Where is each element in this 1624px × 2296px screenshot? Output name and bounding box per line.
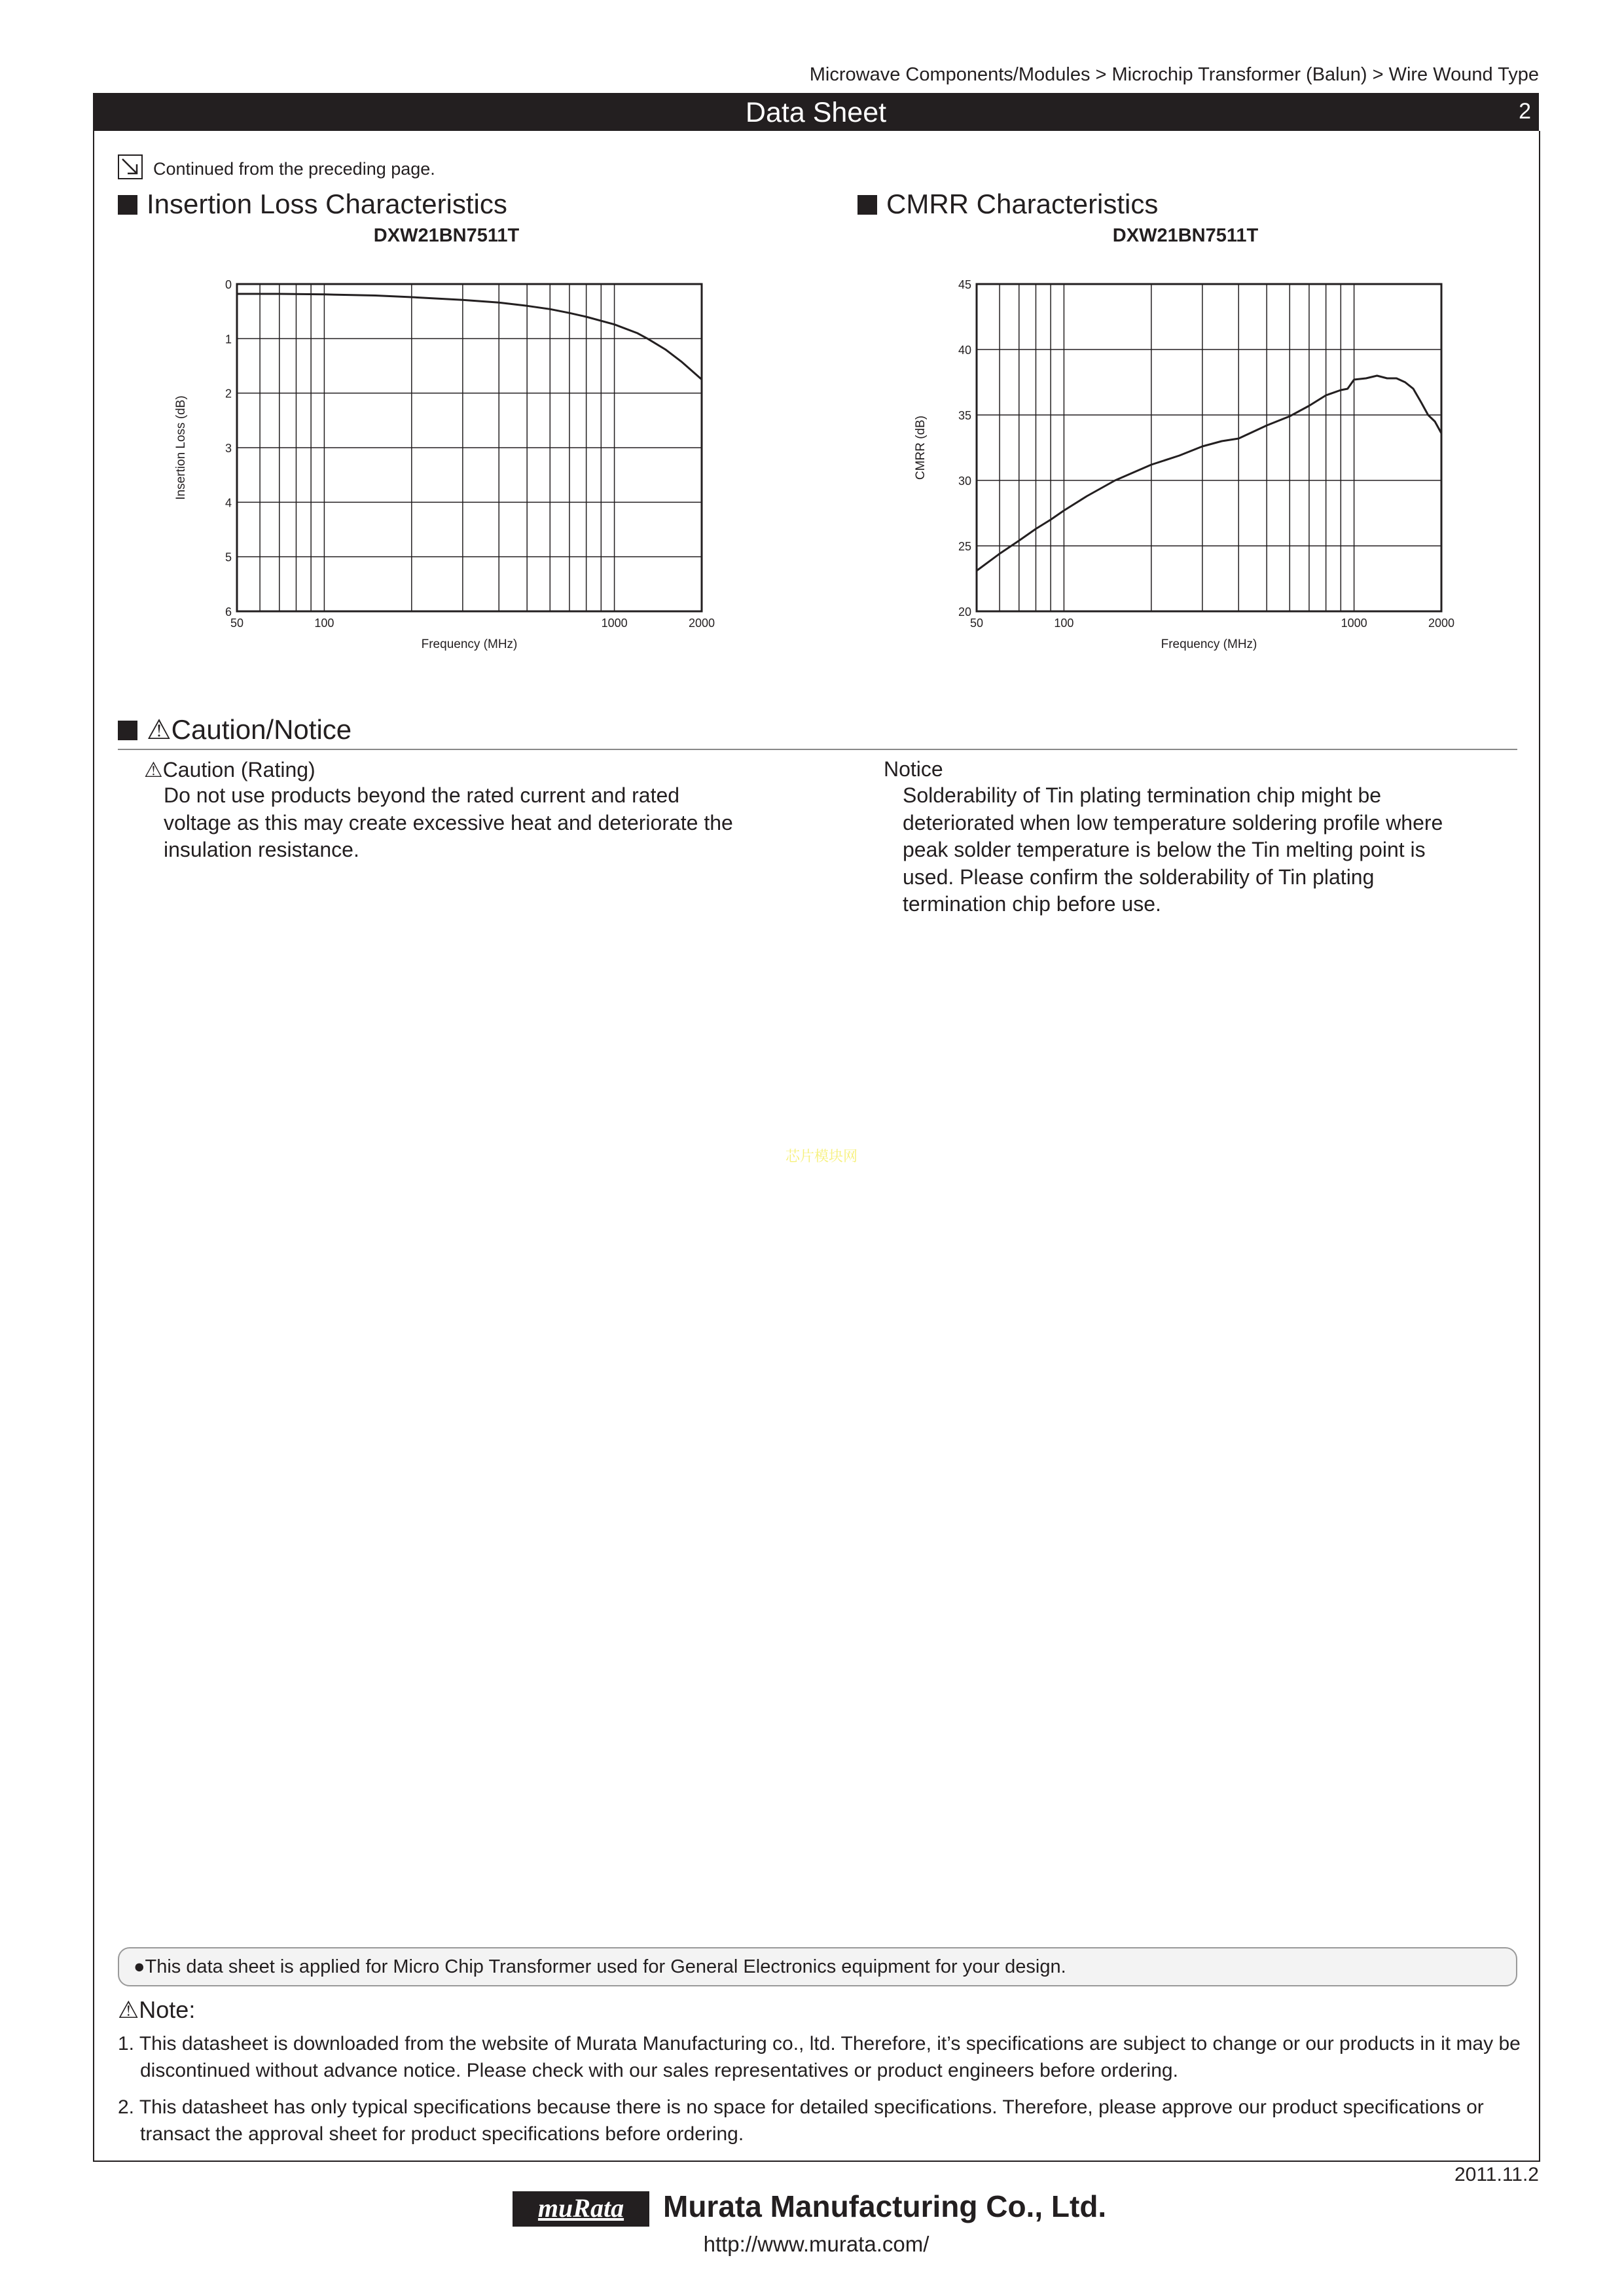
y-tick-label: 45 [958, 278, 971, 291]
notice-heading: Notice [884, 757, 943, 781]
section-title: Insertion Loss Characteristics [147, 188, 507, 219]
arrow-down-right-icon [118, 154, 143, 179]
notice-text: Solderability of Tin plating termination chip might be deteriorated when low temperature soldering profile where peak solder temperature is below the Tin melting point is used. Please confirm the solderability of Tin plating termination chip before use. [903, 783, 1443, 916]
y-tick-label: 1 [225, 332, 232, 346]
y-tick-label: 20 [958, 605, 971, 619]
note-1: 1. This datasheet is downloaded from the website of Murata Manufacturing co., ltd. Therefore, it’s specifications are subject to change or our products in it may be discontinued without advance notice. Please check with our sales representatives or product engineers before ordering. [118, 2033, 1521, 2081]
x-tick-label: 100 [1054, 617, 1074, 630]
x-tick-label: 50 [969, 617, 984, 630]
chart1-title: DXW21BN7511T [373, 225, 520, 246]
square-bullet-icon [857, 195, 877, 215]
warning-icon: ⚠ [118, 1996, 139, 2023]
x-tick-label: 2000 [688, 617, 715, 630]
y-tick-label: 2 [225, 387, 232, 401]
x-tick-label: 1000 [601, 617, 628, 630]
murata-logo: muRata [513, 2191, 649, 2227]
chart2-title: DXW21BN7511T [1112, 225, 1259, 246]
section-title: Caution/Notice [171, 714, 352, 745]
y-tick-label: 6 [225, 605, 232, 619]
x-tick-label: 2000 [1428, 617, 1455, 630]
square-bullet-icon [118, 195, 137, 215]
y-tick-label: 25 [958, 540, 971, 553]
company-url[interactable]: http://www.murata.com/ [703, 2232, 929, 2256]
note-2: 2. This datasheet has only typical specifications because there is no space for detailed specifications. Therefore, please approve our product specifications or transact the approval sheet for product specifications before ordering. [118, 2096, 1484, 2145]
y-axis-label: CMRR (dB) [914, 415, 928, 480]
applied-note-box [118, 1947, 1517, 1986]
series-line-insertion-loss [237, 294, 702, 380]
y-tick-label: 30 [958, 475, 971, 488]
cmrr-heading [857, 188, 1158, 220]
section-title: CMRR Characteristics [886, 188, 1159, 219]
plot-frame [977, 284, 1441, 611]
continued-note: Continued from the preceding page. [153, 159, 435, 179]
y-tick-label: 40 [958, 344, 971, 357]
caution-text: Do not use products beyond the rated current and rated voltage as this may create excessive heat and deteriorate the insulation resistance. [164, 783, 733, 861]
breadcrumb: Microwave Components/Modules > Microchip Transformer (Balun) > Wire Wound Type [809, 64, 1539, 85]
title-bar [93, 93, 1539, 131]
note-heading-text: Note: [139, 1996, 196, 2023]
page-number: 2 [1519, 99, 1531, 124]
applied-note-text: ●This data sheet is applied for Micro Chip Transformer used for General Electronics equipment for your design. [134, 1956, 1066, 1977]
insertion-loss-heading [118, 188, 507, 220]
y-tick-label: 4 [225, 496, 232, 510]
note-heading [118, 1996, 195, 2024]
caution-heading-text: Caution (Rating) [162, 758, 316, 781]
x-axis-label: Frequency (MHz) [1161, 637, 1257, 651]
x-tick-label: 100 [314, 617, 334, 630]
square-bullet-icon [118, 721, 137, 740]
x-tick-label: 1000 [1341, 617, 1367, 630]
x-axis-label: Frequency (MHz) [421, 637, 518, 651]
warning-icon: ⚠ [147, 714, 171, 745]
cmrr-chart [897, 262, 1486, 668]
y-tick-label: 35 [958, 409, 971, 422]
document-date: 2011.11.2 [1454, 2164, 1539, 2185]
page-title: Data Sheet [745, 97, 887, 128]
watermark: 芯片模块网 [785, 1148, 858, 1164]
y-tick-label: 5 [225, 550, 232, 564]
series-line-cmrr [977, 376, 1441, 571]
caution-notice-heading [118, 713, 352, 745]
divider [118, 749, 1517, 750]
warning-icon: ⚠ [144, 758, 163, 781]
insertion-loss-chart [157, 262, 746, 668]
company-name: Murata Manufacturing Co., Ltd. [663, 2189, 1107, 2223]
x-tick-label: 50 [230, 617, 244, 630]
y-axis-label: Insertion Loss (dB) [174, 395, 188, 500]
y-tick-label: 0 [225, 278, 232, 291]
caution-rating-heading [144, 757, 316, 782]
y-tick-label: 3 [225, 442, 232, 455]
